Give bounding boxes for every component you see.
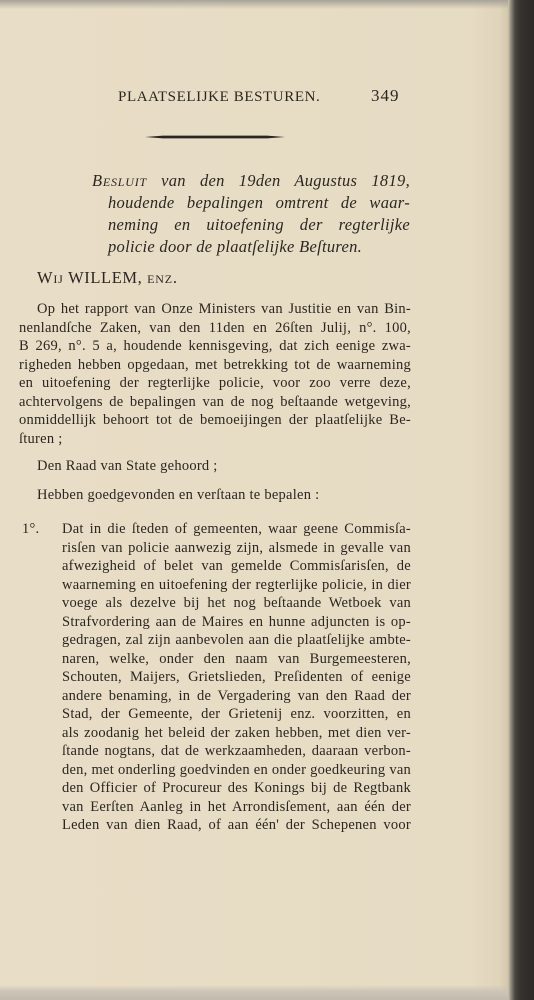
page-number: 349 xyxy=(371,86,400,105)
consideration-council-heard: Den Raad van State gehoord ; xyxy=(37,458,218,474)
preamble-paragraph xyxy=(19,300,411,448)
consideration-decided: Hebben goedgevonden en verſtaan te bepalen : xyxy=(37,487,320,503)
preamble-line: B 269, n°. 5 a, houdende kennisgeving, dat zich eenige zwa- xyxy=(19,338,411,354)
preamble-line: Op het rapport van Onze Ministers van Justitie en van Bin- xyxy=(37,301,411,317)
opening-enz: enz. xyxy=(147,268,178,287)
book-binding-edge xyxy=(508,0,534,1000)
preamble-line: ſturen ; xyxy=(19,430,63,447)
title-line: neming en uitoefening der regterlijke xyxy=(108,215,410,234)
article-1 xyxy=(62,520,411,835)
article-line: als zoodanig het beleid der zaken hebben, met dien ver- xyxy=(62,724,411,741)
article-line: Leden van dien Raad, of aan één' der Schepenen voor xyxy=(62,817,411,833)
article-number: 1°. xyxy=(22,521,40,537)
ornamental-rule xyxy=(145,133,285,141)
running-head: PLAATSELIJKE BESTUREN. xyxy=(118,89,321,105)
article-line: voege als dezelve bij het nog beſtaande Wetboek van xyxy=(62,595,411,611)
title-line xyxy=(92,170,410,192)
article-line: naren, welke, onder den naam van Burgemeesteren, xyxy=(62,650,411,667)
article-line: Strafvordering aan de Maires en hunne adjuncten is op- xyxy=(62,613,411,630)
preamble-line: onmiddellijk behoort tot de bemoeijingen der plaatſelijke Be- xyxy=(19,412,411,428)
opening-king-name: WILLEM, xyxy=(68,268,143,287)
article-line: ſtande nogtans, dat de werkzaamheden, daaraan verbon- xyxy=(62,743,411,759)
page-bottom-edge xyxy=(0,985,508,1000)
article-line: gedragen, zal zijn aanbevolen aan die plaatſelijke ambte- xyxy=(62,632,411,648)
article-line: risſen van policie aanwezig zijn, alsmede in gevalle van xyxy=(62,539,411,556)
article-line: afwezigheid of belet van gemelde Commisſarisſen, de xyxy=(62,558,411,574)
decree-title xyxy=(92,170,410,258)
title-line: policie door de plaatſelijke Beſturen. xyxy=(108,237,363,256)
preamble-line: righeden hebben opgedaan, met betrekking tot de waarneming xyxy=(19,356,411,373)
opening-wij: Wij xyxy=(37,268,64,287)
title-line-text: van den 19den Augustus 1819, xyxy=(161,171,410,190)
opening-formula xyxy=(37,268,178,288)
title-line: houdende bepalingen omtrent de waar- xyxy=(108,193,410,212)
article-line: andere benaming, in de Vergadering van den Raad der xyxy=(62,687,411,704)
article-line: waarneming en uitoefening der regterlijke policie, in dier xyxy=(62,576,411,593)
article-line: den, met onderling goedvinden en onder goedkeuring van xyxy=(62,761,411,778)
article-line: Dat in die ſteden of gemeenten, waar geene Commisſa- xyxy=(62,521,411,537)
preamble-line: en uitoefening der regterlijke policie, voor zoo verre deze, xyxy=(19,375,411,391)
article-line: den Officier of Procureur des Konings bij de Regtbank xyxy=(62,780,411,796)
preamble-line: nenlandſche Zaken, van den 11den en 26ſten Julij, n°. 100, xyxy=(19,319,411,336)
title-lead-word: Besluit xyxy=(92,171,148,190)
article-line: van Eerſten Aanleg in het Arrondisſement, aan één der xyxy=(62,798,411,815)
article-line: Schouten, Maijers, Grietslieden, Preſidenten of eenige xyxy=(62,669,411,685)
article-line: Stad, der Gemeente, der Grietenij enz. voorzitten, en xyxy=(62,706,411,722)
preamble-line: achtervolgens de bepalingen van de nog beſtaande wetgeving, xyxy=(19,393,411,410)
page-top-edge xyxy=(0,0,508,9)
